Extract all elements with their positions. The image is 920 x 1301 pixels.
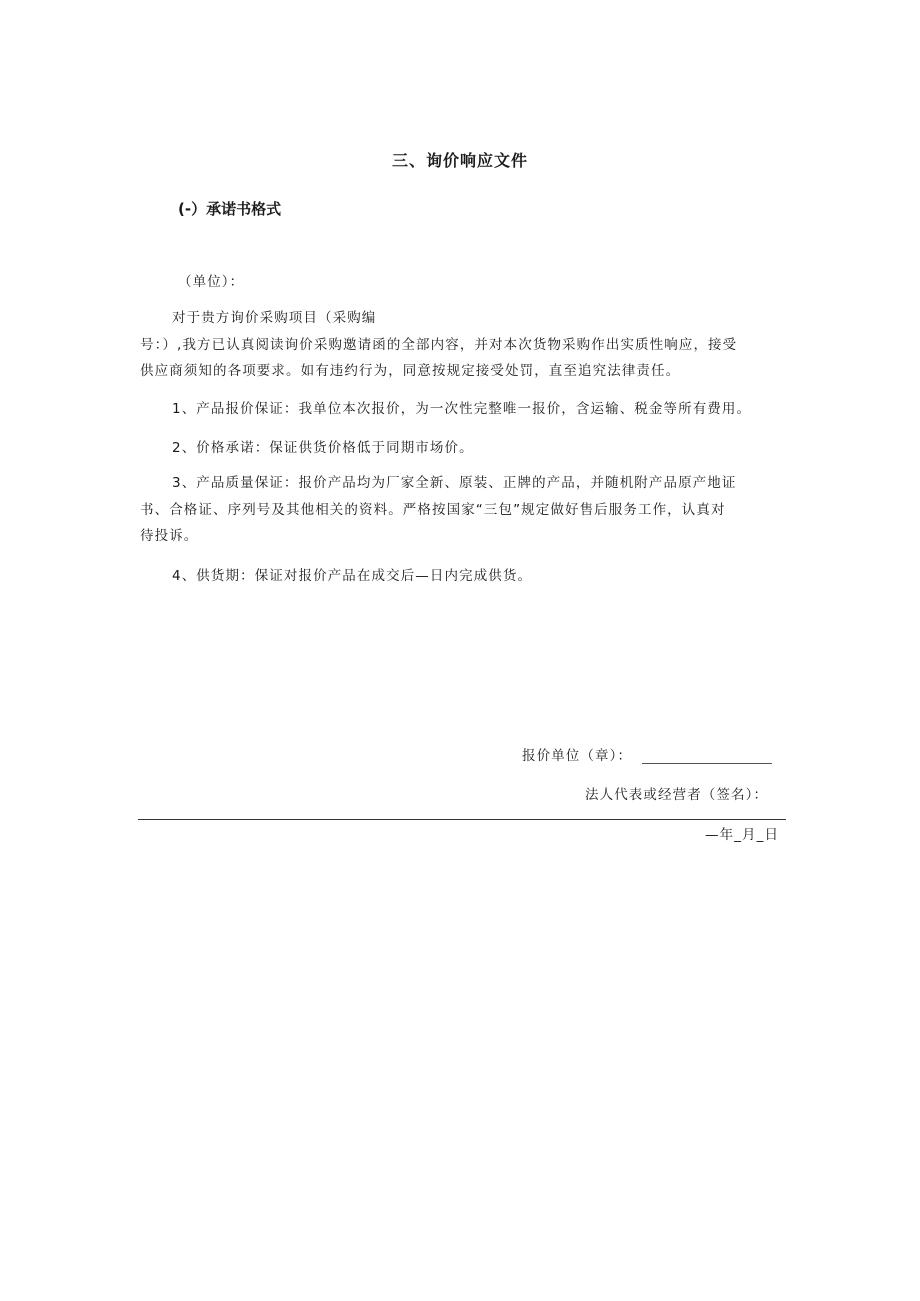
intro-line-2: 号：）,我方已认真阅读询价采购邀请函的全部内容，并对本次货物采购作出实质性响应，接受: [140, 337, 738, 353]
item-3-line-3: 待投诉。: [140, 528, 199, 544]
item-3-line-2: 书、合格证、序列号及其他相关的资料。严格按国家“三包”规定做好售后服务工作，认真对: [140, 502, 726, 518]
bidder-seal-field[interactable]: [642, 749, 772, 764]
bidder-label: 报价单位（章）：: [522, 748, 633, 764]
item-4: 4、供货期：保证对报价产品在成交后—日内完成供货。: [172, 568, 533, 584]
section-subtitle: (-）承诺书格式: [178, 200, 282, 218]
intro-line-3: 供应商须知的各项要求。如有违约行为，同意按规定接受处罚，直至追究法律责任。: [140, 363, 681, 379]
divider-line: [138, 819, 786, 820]
addressee: （单位）：: [178, 274, 245, 290]
item-1: 1、产品报价保证：我单位本次报价，为一次性完整唯一报价，含运输、税金等所有费用。: [172, 401, 752, 417]
intro-line-1: 对于贵方询价采购项目（采购编: [172, 310, 377, 326]
page-title: 三、询价响应文件: [391, 151, 528, 170]
item-3-line-1: 3、产品质量保证：报价产品均为厂家全新、原装、正牌的产品，并随机附产品原产地证: [172, 475, 737, 491]
legal-rep-label: 法人代表或经营者（签名）：: [585, 787, 769, 803]
date-line: —年_月_日: [705, 827, 780, 843]
bidder-signature: [522, 744, 772, 764]
item-2: 2、价格承诺：保证供货价格低于同期市场价。: [172, 440, 474, 456]
